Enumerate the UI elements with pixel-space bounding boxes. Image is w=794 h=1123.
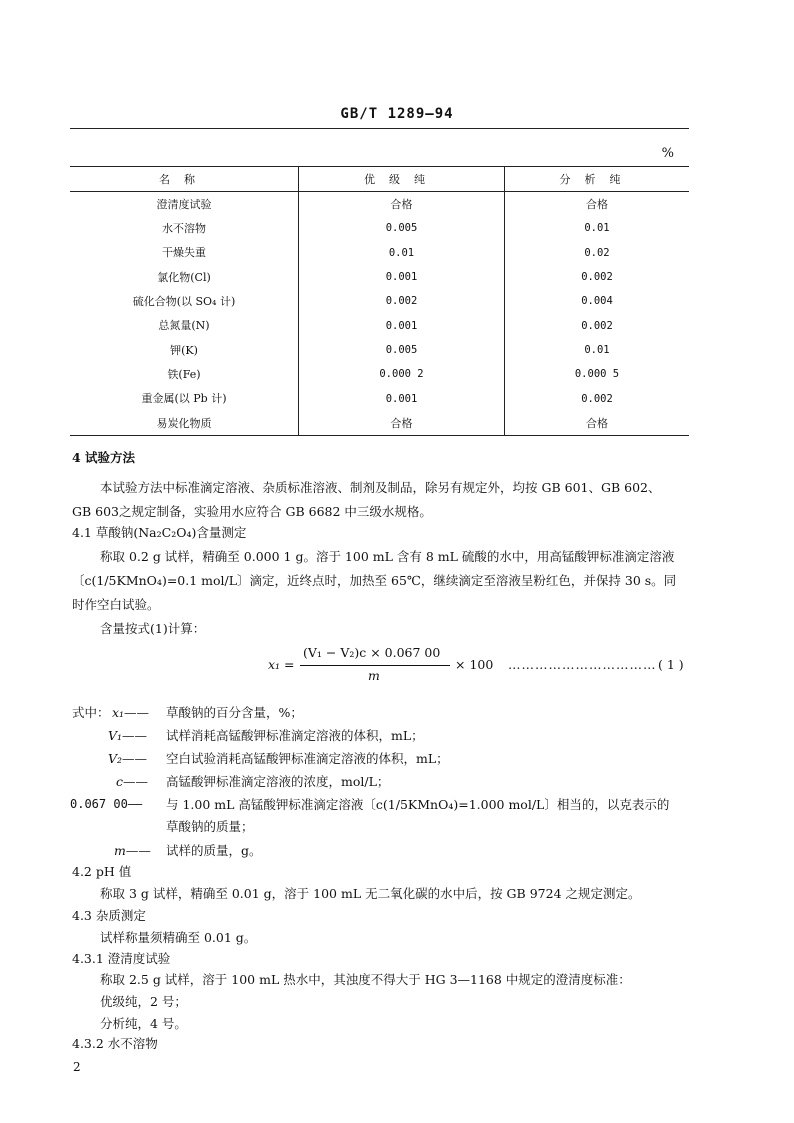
section-4-3-2-heading: 4.3.2 水不溶物 <box>72 1036 158 1051</box>
where-symbol: V₁—— <box>108 728 148 743</box>
table-header-row <box>70 167 689 192</box>
grade-gr-standard: 优级纯，2 号； <box>100 994 187 1009</box>
table-row <box>70 362 689 386</box>
page-header: GB/T 1289—94 <box>340 106 454 122</box>
where-definition: 高锰酸钾标准滴定溶液的浓度，mol/L； <box>166 774 390 789</box>
cell-item: 总氮量(N) <box>70 314 299 338</box>
cell-item: 易炭化物质 <box>70 411 299 436</box>
section-4-3-1-body: 称取 2.5 g 试样，溶于 100 mL 热水中，其浊度不得大于 HG 3—1168 中规定的澄清度标准： <box>100 972 631 987</box>
cell-item: 铁(Fe) <box>70 362 299 386</box>
cell-ar: 0.002 <box>581 392 613 405</box>
cell-item: 重金属(以 Pb 计) <box>70 387 299 411</box>
col-header-gr: 优级纯 <box>299 167 505 192</box>
where-definition: 与 1.00 mL 高锰酸钾标准滴定溶液〔c(1/5KMnO₄)=1.000 mol/L〕相当的，以克表示的 <box>166 797 670 812</box>
cell-gr: 0.005 <box>299 338 505 362</box>
formula-denominator: m <box>368 668 380 683</box>
where-symbol: m—— <box>114 843 151 858</box>
unit-label: % <box>661 146 674 161</box>
section-4-3-1-heading: 4.3.1 澄清度试验 <box>72 951 171 966</box>
formula-numerator: (V₁ − V₂)c × 0.067 00 <box>303 645 441 660</box>
formula-times: × 100 <box>455 657 494 672</box>
cell-ar: 0.000 5 <box>574 368 620 381</box>
cell-item: 水不溶物 <box>70 217 299 241</box>
cell-ar: 合格 <box>505 411 690 436</box>
table-row <box>70 241 689 265</box>
table-row <box>70 265 689 289</box>
cell-ar: 0.02 <box>584 246 610 259</box>
cell-gr: 0.005 <box>299 217 505 241</box>
where-definition: 试样消耗高锰酸钾标准滴定溶液的体积，mL； <box>166 728 424 743</box>
cell-gr: 0.01 <box>299 241 505 265</box>
section-4-intro: 本试验方法中标准滴定溶液、杂质标准溶液、制剂及制品，除另有规定外，均按 GB 601、GB 602、 GB 603之规定制备，实验用水应符合 GB 6682 中三级水规格。 <box>72 480 661 519</box>
formula-leader-dots: …………………………… <box>508 657 657 672</box>
where-definition: 草酸钠的百分含量，%； <box>166 705 303 720</box>
cell-gr: 0.001 <box>299 387 505 411</box>
section-4-1-heading: 4.1 草酸钠(Na₂C₂O₄)含量测定 <box>72 525 247 540</box>
cell-item: 钾(K) <box>70 338 299 362</box>
fraction-bar <box>300 665 450 666</box>
col-header-ar: 分析纯 <box>505 167 690 192</box>
where-row <box>72 797 702 843</box>
equation-number: ( 1 ) <box>658 657 684 672</box>
table-row <box>70 338 689 362</box>
cell-ar: 0.002 <box>581 319 613 332</box>
cell-gr: 0.001 <box>299 314 505 338</box>
cell-gr: 合格 <box>299 192 505 217</box>
table-row <box>70 217 689 241</box>
table-row <box>70 289 689 313</box>
section-4-2-heading: 4.2 pH 值 <box>72 864 132 879</box>
where-symbol: V₂—— <box>108 751 148 766</box>
table-row <box>70 411 689 436</box>
where-symbol: x₁—— <box>112 705 150 720</box>
table-row <box>70 192 689 217</box>
where-symbol: 0.067 00—— <box>70 797 143 811</box>
cell-item: 澄清度试验 <box>70 192 299 217</box>
grade-ar-standard: 分析纯，4 号。 <box>100 1016 187 1031</box>
variable-definitions <box>72 705 702 866</box>
cell-ar: 0.004 <box>581 295 613 308</box>
cell-gr: 0.002 <box>299 289 505 313</box>
cell-ar: 0.002 <box>581 271 613 284</box>
where-symbol: c—— <box>116 774 149 789</box>
header-rule <box>70 128 689 129</box>
where-definition: 空白试验消耗高锰酸钾标准滴定溶液的体积，mL； <box>166 751 449 766</box>
section-4-3-heading: 4.3 杂质测定 <box>72 908 146 923</box>
table-row <box>70 314 689 338</box>
cell-ar: 合格 <box>586 197 608 211</box>
where-row <box>72 705 702 728</box>
cell-item: 氯化物(Cl) <box>70 265 299 289</box>
section-4-2-body: 称取 3 g 试样，精确至 0.01 g，溶于 100 mL 无二氧化碳的水中后，按 GB 9724 之规定测定。 <box>100 886 641 901</box>
where-definition: 试样的质量，g。 <box>166 843 262 858</box>
col-header-name: 名称 <box>70 167 299 192</box>
section-4-3-body: 试样称量须精确至 0.01 g。 <box>100 930 257 945</box>
table-row <box>70 387 689 411</box>
formula-lhs: x₁ = <box>268 657 295 672</box>
where-row <box>72 728 702 751</box>
cell-ar: 0.01 <box>584 343 610 356</box>
where-definition-cont: 草酸钠的质量； <box>166 819 254 834</box>
cell-gr: 0.001 <box>299 265 505 289</box>
cell-gr: 合格 <box>299 411 505 436</box>
where-label: 式中： <box>72 705 110 720</box>
cell-item: 干燥失重 <box>70 241 299 265</box>
formula-1 <box>0 645 794 685</box>
where-row <box>72 751 702 774</box>
spec-table <box>70 166 689 436</box>
cell-gr: 0.000 2 <box>299 362 505 386</box>
section-4-1-body: 称取 0.2 g 试样，精确至 0.000 1 g。溶于 100 mL 含有 8 mL 硫酸的水中，用高锰酸钾标准滴定溶液 〔c(1/5KMnO₄)=0.1 mol/L〕滴定，近终点时，加热至 65℃，继续滴定至溶液呈粉红色，并保持 30 s。同 时作空白试验。 含量按式(1)计算： <box>72 549 677 636</box>
page-number: 2 <box>73 1060 81 1074</box>
where-row <box>72 843 702 866</box>
cell-item: 硫化合物(以 SO₄ 计) <box>70 289 299 313</box>
section-4-heading: 4 试验方法 <box>72 450 136 465</box>
cell-ar: 0.01 <box>584 222 610 235</box>
where-row <box>72 774 702 797</box>
